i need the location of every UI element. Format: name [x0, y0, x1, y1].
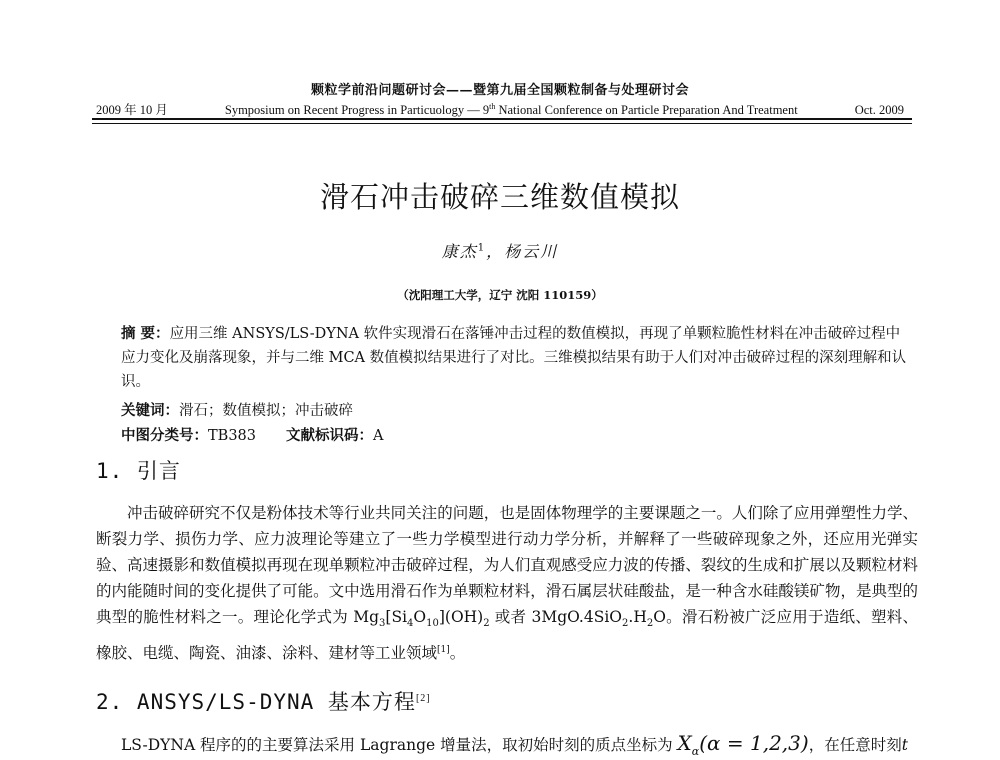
- citation-1: [1]: [437, 645, 450, 656]
- conference-title-cn: 颗粒学前沿问题研讨会——暨第九届全国颗粒制备与处理研讨会: [310, 83, 689, 98]
- abstract-label: 摘 要：: [121, 325, 170, 342]
- section-1-paragraph: 冲击破碎研究不仅是粉体技术等行业共同关注的问题，也是固体物理学的主要课题之一。人们除了应用弹塑性力学、断裂力学、损伤力学、应力波理论等建立了一些力学模型进行动力学分析，并解释了一些破碎现象之外，还应用光弹实验、高速摄影和数值模拟再现在现单颗粒冲击破碎过程，为人们直观感受应力波的传播、裂纹的生成和扩展以及颗粒材料的内能随时间的变化提供了可能。文中选用滑石作为单颗粒材料，滑石属层状硅酸盐，是一种含水硅酸镁矿物，是典型的典型的脆性材料之一。理论化学式为 $Mg_3[Si_4O_{10}](OH)_2$ 或者 $3MgO.4SiO_2.H_2O$。滑石粉被广泛应用于造纸、塑料、橡胶、电缆、陶瓷、油漆、涂料、建材等工业领域[1]。: [96, 504, 918, 663]
- keywords-value: 滑石；数值模拟；冲击破碎: [179, 403, 353, 419]
- header-date-en: Oct. 2009: [854, 103, 904, 117]
- classification: 中图分类号：TB383 文献标识码：A: [121, 427, 384, 444]
- header-rule-thin: [92, 123, 912, 124]
- header-rule-thick: [92, 118, 912, 120]
- section-2-paragraph: LS-DYNA 程序的的主要算法采用 Lagrange 增量法，取初始时刻的质点坐标为 $X_\alpha(\alpha = 1,2,3)$，在任意时刻t: [121, 731, 908, 758]
- citation-2: [2]: [415, 693, 431, 704]
- document-code: A: [373, 428, 384, 444]
- authors: 康杰$^1$，杨云川: [441, 242, 559, 261]
- abstract-text: 应用三维 ANSYS/LS-DYNA 软件实现滑石在落锤冲击过程的数值模拟，再现了单颗粒脆性材料在冲击破碎过程中应力变化及崩落现象，并与二维 MCA 数值模拟结果进行了对比。三维模拟结果有助于人们对冲击破碎过程的深刻理解和认识。: [121, 326, 907, 390]
- author-1: 康杰: [441, 242, 478, 261]
- coordinate-formula: $X_\alpha(\alpha = 1,2,3)$: [677, 731, 809, 758]
- affiliation: （沈阳理工大学，辽宁 沈阳 110159）: [397, 288, 603, 302]
- header-date-cn: 2009 年 10 月: [96, 103, 168, 117]
- author-1-affiliation-mark: 1: [477, 242, 487, 254]
- author-2: 杨云川: [504, 242, 559, 261]
- running-header: [96, 100, 904, 118]
- abstract: [121, 322, 911, 394]
- conference-title-en: Symposium on Recent Progress in Particuology — 9th National Conference on Particle Preparation And Treatment: [224, 101, 798, 117]
- section-2-heading: 2. ANSYS/LS-DYNA 基本方程[2]: [96, 690, 431, 714]
- keywords: 关键词：滑石；数值模拟；冲击破碎: [121, 402, 353, 419]
- clc-code: TB383: [208, 428, 257, 444]
- section-1-heading: 1. 引言: [96, 459, 181, 483]
- paper-title: 滑石冲击破碎三维数值模拟: [319, 180, 680, 214]
